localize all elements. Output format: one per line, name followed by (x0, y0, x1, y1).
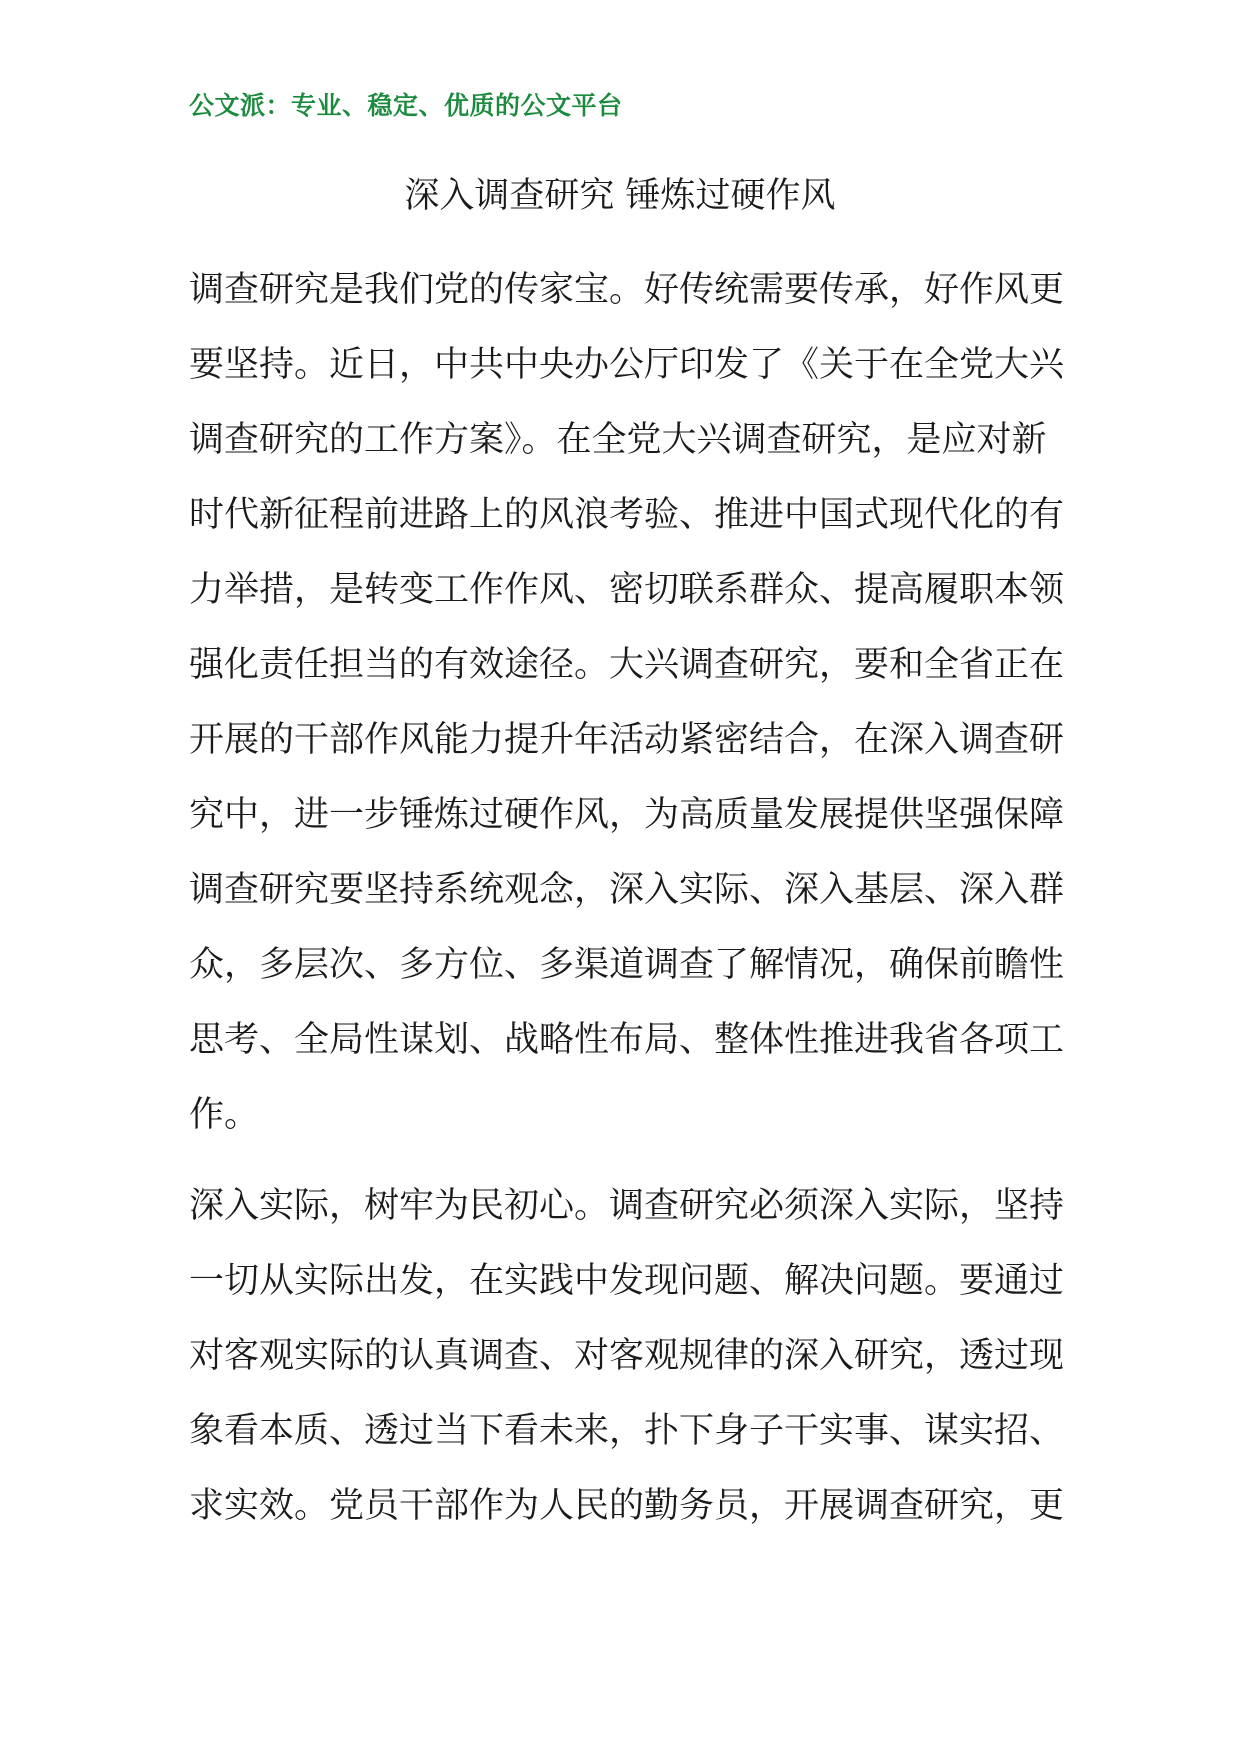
paragraph-line: 一切从实际出发，在实践中发现问题、解决问题。要通过 (189, 1261, 1065, 1301)
paragraph-line: 深入实际，树牢为民初心。调查研究必须深入实际，坚持 (189, 1186, 1065, 1226)
paragraph-line: 究中，进一步锤炼过硬作风，为高质量发展提供坚强保障 (189, 795, 1065, 835)
paragraph-line: 对客观实际的认真调查、对客观规律的深入研究，透过现 (189, 1336, 1065, 1376)
paragraph-line: 开展的干部作风能力提升年活动紧密结合，在深入调查研 (189, 720, 1065, 760)
paragraph-line: 强化责任担当的有效途径。大兴调查研究，要和全省正在 (189, 645, 1065, 685)
paragraph-line: 调查研究的工作方案》。在全党大兴调查研究，是应对新 (189, 420, 1047, 460)
paragraph-line: 象看本质、透过当下看未来，扑下身子干实事、谋实招、 (189, 1411, 1065, 1451)
paragraph-line: 思考、全局性谋划、战略性布局、整体性推进我省各项工 (189, 1020, 1065, 1060)
paragraph-line: 力举措，是转变工作作风、密切联系群众、提高履职本领 (189, 570, 1065, 610)
paragraph-line: 调查研究要坚持系统观念，深入实际、深入基层、深入群 (189, 870, 1065, 910)
paragraph-line: 时代新征程前进路上的风浪考验、推进中国式现代化的有 (189, 495, 1065, 535)
paragraph-line: 调查研究是我们党的传家宝。好传统需要传承，好作风更 (189, 270, 1065, 310)
paragraph-line: 作。 (189, 1095, 260, 1135)
paragraph-line: 求实效。党员干部作为人民的勤务员，开展调查研究，更 (189, 1486, 1065, 1526)
paragraph-2 (189, 1169, 1065, 1544)
paragraph-line: 众，多层次、多方位、多渠道调查了解情况，确保前瞻性 (189, 945, 1065, 985)
watermark-header: 公文派：专业、稳定、优质的公文平台 (189, 91, 623, 120)
paragraph-line: 要坚持。近日，中共中央办公厅印发了《关于在全党大兴 (189, 345, 1065, 385)
document-title: 深入调查研究 锤炼过硬作风 (404, 176, 836, 216)
paragraph-1 (189, 253, 1065, 1153)
